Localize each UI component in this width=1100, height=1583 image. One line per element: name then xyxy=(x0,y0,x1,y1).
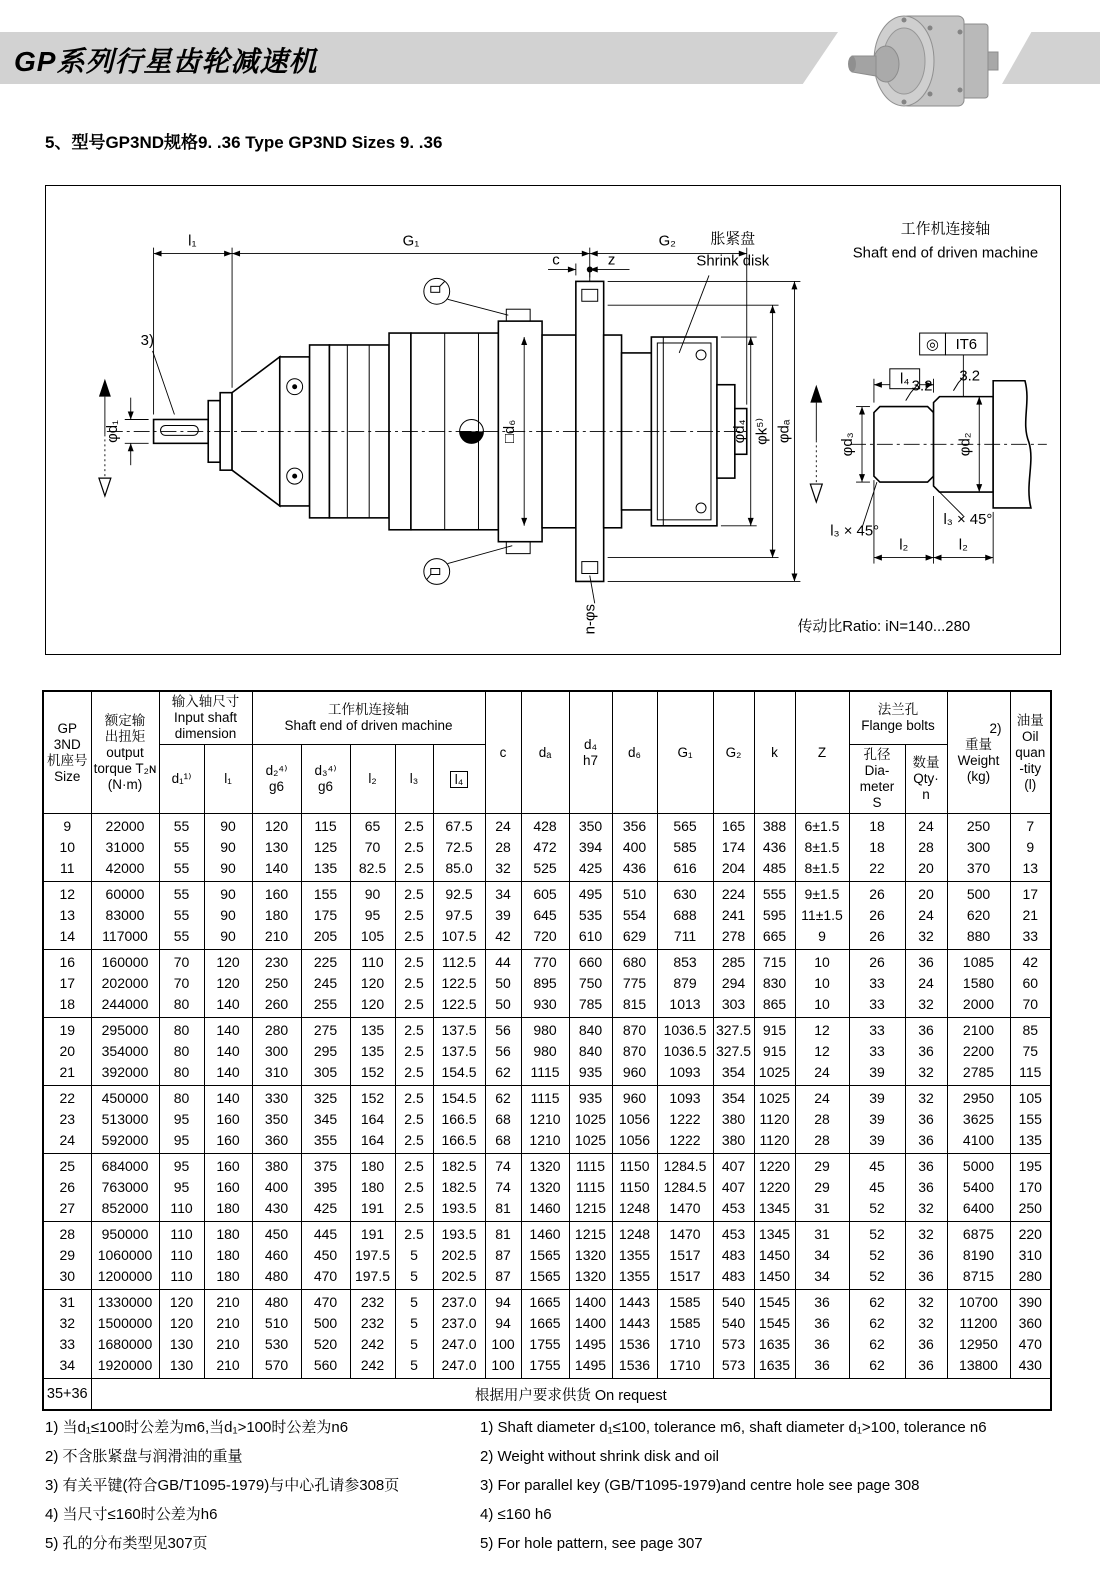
table-row-onrequest xyxy=(43,1379,1051,1411)
table-cell: 935 1025 1025 xyxy=(569,1086,612,1154)
shrink-disk-label-en: Shrink disk xyxy=(696,253,770,270)
table-cell: 840 840 935 xyxy=(569,1018,612,1086)
table-group-row xyxy=(43,1154,1051,1222)
table-cell: 28 29 30 xyxy=(43,1222,91,1290)
table-cell: 94 94 100 100 xyxy=(485,1290,521,1379)
text-line: (kg) xyxy=(966,768,991,784)
table-cell: 1460 1565 1565 xyxy=(521,1222,569,1290)
table-cell: 1215 1320 1320 xyxy=(569,1222,612,1290)
table-cell: 92.5 97.5 107.5 xyxy=(433,882,485,950)
table-cell: 1470 1517 1517 xyxy=(657,1222,713,1290)
text-line: dimension xyxy=(174,726,237,741)
table-cell: 32 36 36 xyxy=(905,1222,947,1290)
table-cell: 1025 1120 1120 xyxy=(754,1086,795,1154)
shaft-end-title-en: Shaft end of driven machine xyxy=(852,245,1039,262)
table-cell: 250 300 370 xyxy=(947,814,1010,882)
table-cell: 275 295 305 xyxy=(301,1018,350,1086)
spec-table xyxy=(42,690,1052,1411)
text-line: 1) 当d₁≤100时公差为m6,当d₁>100时公差为n6 xyxy=(45,1419,349,1436)
table-cell: 74 74 81 xyxy=(485,1154,521,1222)
table-cell: 95 95 110 xyxy=(159,1154,204,1222)
table-cell: 112.5 122.5 122.5 xyxy=(433,950,485,1018)
table-cell: 232 232 242 242 xyxy=(350,1290,395,1379)
table-cell: 220 310 280 xyxy=(1010,1222,1051,1290)
roughness-1: 3.2 xyxy=(911,378,933,395)
table-cell: 160 160 180 xyxy=(204,1154,252,1222)
table-cell: 1585 1585 1710 1710 xyxy=(657,1290,713,1379)
dim-phi-d3: φd₃ xyxy=(840,432,857,457)
col-k: k xyxy=(754,691,795,814)
table-cell: 20 24 32 xyxy=(905,882,947,950)
table-cell: 2.5 2.5 2.5 xyxy=(395,882,433,950)
text-line: 法兰孔 xyxy=(877,702,919,717)
col-qty xyxy=(905,745,947,814)
text-line: 4) ≤160 h6 xyxy=(480,1506,552,1523)
table-cell: 44 50 50 xyxy=(485,950,521,1018)
table-cell: 26 33 33 xyxy=(849,950,905,1018)
table-cell: 354 380 380 xyxy=(713,1086,754,1154)
table-cell: 31 34 34 xyxy=(795,1222,849,1290)
text-line: 5) 孔的分布类型见307页 xyxy=(45,1535,208,1552)
text-line: d₄ xyxy=(583,736,598,752)
header-banner-accent xyxy=(1002,32,1100,84)
table-cell: 480 510 530 570 xyxy=(252,1290,301,1379)
table-cell: 81 87 87 xyxy=(485,1222,521,1290)
table-cell: 450 460 480 xyxy=(252,1222,301,1290)
table-cell: 22 23 24 xyxy=(43,1086,91,1154)
table-cell: 24 28 20 xyxy=(905,814,947,882)
table-cell: 1115 1210 1210 xyxy=(521,1086,569,1154)
text-line: (N·m) xyxy=(107,776,143,792)
table-cell: 390 360 470 430 xyxy=(1010,1290,1051,1379)
text-line: 3) For parallel key (GB/T1095-1979)and centre hole see page 308 xyxy=(480,1477,920,1494)
table-cell: 280 300 310 xyxy=(252,1018,301,1086)
chamfer-right: l₃ × 45° xyxy=(943,511,993,528)
text-line: 工作机连接轴 xyxy=(328,702,409,717)
ratio-label: 传动比Ratio: iN=140...280 xyxy=(797,619,971,636)
table-cell: 24 28 28 xyxy=(795,1086,849,1154)
table-cell: 1115 1115 1215 xyxy=(569,1154,612,1222)
text-line: d₂⁴⁾ xyxy=(265,763,288,778)
table-cell: 180 180 191 xyxy=(350,1154,395,1222)
table-cell: 388 436 485 xyxy=(754,814,795,882)
table-cell: 450000 513000 592000 xyxy=(91,1086,159,1154)
table-cell: 428 472 525 xyxy=(521,814,569,882)
table-cell: 120 120 140 xyxy=(204,950,252,1018)
col-d1: d₁¹⁾ xyxy=(159,745,204,814)
table-cell: 180 180 180 xyxy=(204,1222,252,1290)
dim-phi-k: φk⁵⁾ xyxy=(754,417,771,445)
table-cell: 1085 1580 2000 xyxy=(947,950,1010,1018)
table-cell: 853 879 1013 xyxy=(657,950,713,1018)
text-line: 2) Weight without shrink disk and oil xyxy=(480,1448,720,1465)
text-line: S xyxy=(872,795,882,810)
table-cell: 80 95 95 xyxy=(159,1086,204,1154)
table-cell: 36 24 32 xyxy=(905,950,947,1018)
text-line: Oil xyxy=(1022,728,1039,744)
table-group-row xyxy=(43,1222,1051,1290)
table-cell: 65 70 82.5 xyxy=(350,814,395,882)
table-cell: 2.5 5 5 xyxy=(395,1222,433,1290)
table-cell: 80 80 80 xyxy=(159,1018,204,1086)
table-cell: 110 120 120 xyxy=(350,950,395,1018)
shaft-end-title-zh: 工作机连接轴 xyxy=(900,221,991,238)
table-cell: 62 68 68 xyxy=(485,1086,521,1154)
table-cell: 17 21 33 xyxy=(1010,882,1051,950)
text-line: n xyxy=(922,787,930,802)
table-cell: 225 245 255 xyxy=(301,950,350,1018)
technical-drawing xyxy=(45,185,1061,655)
table-cell: 980 980 1115 xyxy=(521,1018,569,1086)
text-line: Size xyxy=(54,768,81,784)
table-cell: 9±1.5 11±1.5 9 xyxy=(795,882,849,950)
table-cell: 36 36 36 36 xyxy=(795,1290,849,1379)
dim-G1: G₁ xyxy=(402,233,420,250)
table-cell: 1665 1665 1755 1755 xyxy=(521,1290,569,1379)
col-d6: d₆ xyxy=(612,691,657,814)
table-group-row xyxy=(43,1086,1051,1154)
table-cell: 5 5 5 5 xyxy=(395,1290,433,1379)
dim-phi-d4: φd₄ xyxy=(731,419,748,444)
table-cell: 55 55 55 xyxy=(159,882,204,950)
table-cell: 356 400 436 xyxy=(612,814,657,882)
table-cell: 445 450 470 xyxy=(301,1222,350,1290)
table-cell: 2950 3625 4100 xyxy=(947,1086,1010,1154)
table-header xyxy=(43,691,1051,814)
text-line: Weight xyxy=(957,752,1000,768)
col-l1: l₁ xyxy=(204,745,252,814)
table-cell: 210 210 210 210 xyxy=(204,1290,252,1379)
text-line: Flange bolts xyxy=(861,718,935,733)
table-cell: 36 36 32 xyxy=(905,1018,947,1086)
table-cell: 1248 1355 1355 xyxy=(612,1222,657,1290)
table-cell: 152 164 164 xyxy=(350,1086,395,1154)
table-cell: 1150 1150 1248 xyxy=(612,1154,657,1222)
table-cell: 1093 1222 1222 xyxy=(657,1086,713,1154)
table-cell: 31 32 33 34 xyxy=(43,1290,91,1379)
table-cell: 2.5 2.5 2.5 xyxy=(395,1154,433,1222)
table-cell: 960 1056 1056 xyxy=(612,1086,657,1154)
col-d2 xyxy=(252,745,301,814)
it6-symbol: ◎ xyxy=(926,336,940,353)
text-line: 数量 xyxy=(912,755,940,770)
table-cell: 45 45 52 xyxy=(849,1154,905,1222)
table-cell: 9 10 11 xyxy=(43,814,91,882)
table-cell: 90 90 90 xyxy=(204,882,252,950)
shrink-disk-label-zh: 胀紧盘 xyxy=(710,231,756,248)
table-cell: 2.5 2.5 2.5 xyxy=(395,814,433,882)
page-title: GP系列行星齿轮减速机 xyxy=(14,46,318,77)
it6-label: IT6 xyxy=(955,336,978,353)
table-cell: 135 135 152 xyxy=(350,1018,395,1086)
table-cell: 56 56 62 xyxy=(485,1018,521,1086)
table-cell: 327.5 327.5 354 xyxy=(713,1018,754,1086)
table-cell: 182.5 182.5 193.5 xyxy=(433,1154,485,1222)
table-cell: 42 60 70 xyxy=(1010,950,1051,1018)
table-cell: 90 90 90 xyxy=(204,814,252,882)
dim-phi-da: φdₐ xyxy=(776,419,793,444)
table-cell: 285 294 303 xyxy=(713,950,754,1018)
table-cell: 295000 354000 392000 xyxy=(91,1018,159,1086)
table-cell: 2.5 2.5 2.5 xyxy=(395,950,433,1018)
table-cell: 350 394 425 xyxy=(569,814,612,882)
table-cell: 237.0 237.0 247.0 247.0 xyxy=(433,1290,485,1379)
dim-l2-left: l₂ xyxy=(899,537,909,554)
table-cell: 115 125 135 xyxy=(301,814,350,882)
text-line: (l) xyxy=(1024,776,1037,792)
table-cell: 29 29 31 xyxy=(795,1154,849,1222)
col-oil xyxy=(1010,691,1051,814)
table-cell: 67.5 72.5 85.0 xyxy=(433,814,485,882)
table-cell: 26 26 26 xyxy=(849,882,905,950)
table-cell: 165 174 204 xyxy=(713,814,754,882)
text-line: 3ND xyxy=(53,736,81,752)
table-cell: 325 345 355 xyxy=(301,1086,350,1154)
table-cell: 10 10 10 xyxy=(795,950,849,1018)
table-cell: 1443 1443 1536 1536 xyxy=(612,1290,657,1379)
col-da: dₐ xyxy=(521,691,569,814)
dim-phi-d1: φd₁ xyxy=(104,419,121,443)
table-cell: 155 175 205 xyxy=(301,882,350,950)
text-line: output xyxy=(106,744,144,760)
table-cell: 770 895 930 xyxy=(521,950,569,1018)
table-cell: 191 197.5 197.5 xyxy=(350,1222,395,1290)
table-cell: 110 110 110 xyxy=(159,1222,204,1290)
table-cell: 555 595 665 xyxy=(754,882,795,950)
table-cell: 540 540 573 573 xyxy=(713,1290,754,1379)
table-cell: 140 140 140 xyxy=(204,1018,252,1086)
table-cell: 1036.5 1036.5 1093 xyxy=(657,1018,713,1086)
text-line: h7 xyxy=(582,752,599,768)
chamfer-left: l₃ × 45° xyxy=(830,523,880,540)
table-cell: 230 250 260 xyxy=(252,950,301,1018)
table-cell: 470 500 520 560 xyxy=(301,1290,350,1379)
table-cell: 195 170 250 xyxy=(1010,1154,1051,1222)
text-line: torque T₂ɴ xyxy=(93,760,157,776)
colgroup-flange-bolts xyxy=(849,691,947,745)
colgroup-input-shaft xyxy=(159,691,252,745)
dim-n-phi-s: n-φs xyxy=(582,604,599,635)
footnotes-zh xyxy=(45,1413,399,1558)
text-line: g6 xyxy=(268,779,285,794)
footnotes-en xyxy=(480,1413,987,1558)
text-line: Dia-meter xyxy=(859,763,895,794)
table-cell: 870 870 960 xyxy=(612,1018,657,1086)
text-line: 输入轴尺寸 xyxy=(171,694,240,709)
col-G1: G₁ xyxy=(657,691,713,814)
table-cell: 1400 1400 1495 1495 xyxy=(569,1290,612,1379)
table-cell: 55 55 55 xyxy=(159,814,204,882)
onrequest-text: 根据用户要求供货 On request xyxy=(91,1379,1051,1411)
text-line: 出扭矩 xyxy=(104,728,146,744)
dim-d6: □d₆ xyxy=(502,419,519,444)
onrequest-sizes: 35+36 xyxy=(43,1379,91,1411)
table-cell: 1345 1450 1450 xyxy=(754,1222,795,1290)
table-cell: 24 28 32 xyxy=(485,814,521,882)
text-line: GP xyxy=(57,720,77,736)
table-cell: 715 830 865 xyxy=(754,950,795,1018)
text-line: 油量 xyxy=(1016,712,1044,728)
table-cell: 137.5 137.5 154.5 xyxy=(433,1018,485,1086)
dim-z: z xyxy=(607,252,616,269)
table-group-row xyxy=(43,1018,1051,1086)
table-cell: 85 75 115 xyxy=(1010,1018,1051,1086)
col-c: c xyxy=(485,691,521,814)
text-line: 5) For hole pattern, see page 307 xyxy=(480,1535,703,1552)
note-3: 3) xyxy=(140,332,154,349)
col-G2: G₂ xyxy=(713,691,754,814)
shaft-end-detail-view xyxy=(830,221,1047,564)
col-d3 xyxy=(301,745,350,814)
table-cell: 407 407 453 xyxy=(713,1154,754,1222)
text-line: 4) 当尺寸≤160时公差为h6 xyxy=(45,1506,218,1523)
text-line: g6 xyxy=(317,779,334,794)
table-body xyxy=(43,814,1051,1379)
col-weight xyxy=(947,691,1010,814)
table-cell: 1220 1220 1345 xyxy=(754,1154,795,1222)
text-line: Qty· xyxy=(913,771,939,786)
table-cell: 5000 5400 6400 xyxy=(947,1154,1010,1222)
col-torque xyxy=(91,691,159,814)
product-photo xyxy=(842,4,1002,124)
table-cell: 453 483 483 xyxy=(713,1222,754,1290)
table-cell: 1545 1545 1635 1635 xyxy=(754,1290,795,1379)
table-group-row xyxy=(43,814,1051,882)
table-cell: 224 241 278 xyxy=(713,882,754,950)
roughness-2: 3.2 xyxy=(959,368,981,385)
table-cell: 33 33 39 xyxy=(849,1018,905,1086)
table-cell: 34 39 42 xyxy=(485,882,521,950)
col-l4 xyxy=(433,745,485,814)
text-line: 1) Shaft diameter d₁≤100, tolerance m6, shaft diameter d₁>100, tolerance n6 xyxy=(480,1419,987,1436)
table-cell: 500 620 880 xyxy=(947,882,1010,950)
table-cell: 16 17 18 xyxy=(43,950,91,1018)
section-subtitle: 5、型号GP3ND规格9. .36 Type GP3ND Sizes 9. .36 xyxy=(45,133,443,152)
text-line: Input shaft xyxy=(173,710,238,725)
table-cell: 160000 202000 244000 xyxy=(91,950,159,1018)
text-line: d₃⁴⁾ xyxy=(314,763,337,778)
table-cell: 630 688 711 xyxy=(657,882,713,950)
dim-l4: l₄ xyxy=(900,371,910,388)
col-l3: l₃ xyxy=(395,745,433,814)
table-cell: 680 775 815 xyxy=(612,950,657,1018)
table-cell: 950000 1060000 1200000 xyxy=(91,1222,159,1290)
col-l4-boxed-label: l₄ xyxy=(450,771,469,788)
text-line: 孔径 xyxy=(863,747,891,762)
table-cell: 32 36 36 xyxy=(905,1086,947,1154)
table-cell: 605 645 720 xyxy=(521,882,569,950)
table-cell: 565 585 616 xyxy=(657,814,713,882)
table-cell: 495 535 610 xyxy=(569,882,612,950)
col-l2: l₂ xyxy=(350,745,395,814)
dim-c: c xyxy=(552,252,560,269)
col-hole-dia xyxy=(849,745,905,814)
table-cell: 160 180 210 xyxy=(252,882,301,950)
col-d4 xyxy=(569,691,612,814)
table-cell: 915 915 1025 xyxy=(754,1018,795,1086)
table-cell: 12 12 24 xyxy=(795,1018,849,1086)
table-cell: 1320 1320 1460 xyxy=(521,1154,569,1222)
table-cell: 660 750 785 xyxy=(569,950,612,1018)
table-group-row xyxy=(43,882,1051,950)
text-line: Shaft end of driven machine xyxy=(284,718,453,733)
table-cell: 62 62 62 62 xyxy=(849,1290,905,1379)
text-line: 额定输 xyxy=(104,712,146,728)
text-line: 机座号 xyxy=(47,752,88,768)
table-cell: 120 130 140 xyxy=(252,814,301,882)
text-line: 3) 有关平键(符合GB/T1095-1979)与中心孔请参308页 xyxy=(45,1477,400,1494)
dim-l2-right: l₂ xyxy=(958,537,968,554)
dim-G2: G₂ xyxy=(658,233,676,250)
table-cell: 60000 83000 117000 xyxy=(91,882,159,950)
text-line: quan xyxy=(1015,744,1046,760)
col-size xyxy=(43,691,91,814)
table-cell: 70 70 80 xyxy=(159,950,204,1018)
table-cell: 120 120 130 130 xyxy=(159,1290,204,1379)
table-cell: 154.5 166.5 166.5 xyxy=(433,1086,485,1154)
table-cell: 105 155 135 xyxy=(1010,1086,1051,1154)
table-cell: 510 554 629 xyxy=(612,882,657,950)
text-line: 重量 xyxy=(965,736,992,752)
table-cell: 375 395 425 xyxy=(301,1154,350,1222)
main-view xyxy=(99,230,822,635)
table-cell: 36 36 32 xyxy=(905,1154,947,1222)
table-cell: 32 32 36 36 xyxy=(905,1290,947,1379)
table-cell: 7 9 13 xyxy=(1010,814,1051,882)
table-cell: 140 160 160 xyxy=(204,1086,252,1154)
table-cell: 18 18 22 xyxy=(849,814,905,882)
table-cell: 1284.5 1284.5 1470 xyxy=(657,1154,713,1222)
dim-l1: l₁ xyxy=(188,233,197,250)
colgroup-driven-machine xyxy=(252,691,485,745)
table-cell: 2.5 2.5 2.5 xyxy=(395,1018,433,1086)
table-cell: 6±1.5 8±1.5 8±1.5 xyxy=(795,814,849,882)
table-cell: 1330000 1500000 1680000 1920000 xyxy=(91,1290,159,1379)
table-cell: 684000 763000 852000 xyxy=(91,1154,159,1222)
table-cell: 380 400 430 xyxy=(252,1154,301,1222)
table-cell: 19 20 21 xyxy=(43,1018,91,1086)
table-cell: 6875 8190 8715 xyxy=(947,1222,1010,1290)
col-Z: Z xyxy=(795,691,849,814)
table-cell: 39 39 39 xyxy=(849,1086,905,1154)
table-cell: 22000 31000 42000 xyxy=(91,814,159,882)
dim-phi-d2: φd₂ xyxy=(957,432,974,457)
table-cell: 10700 11200 12950 13800 xyxy=(947,1290,1010,1379)
table-cell: 12 13 14 xyxy=(43,882,91,950)
table-cell: 52 52 52 xyxy=(849,1222,905,1290)
table-group-row xyxy=(43,950,1051,1018)
table-cell: 2100 2200 2785 xyxy=(947,1018,1010,1086)
text-line: -tity xyxy=(1019,760,1042,776)
table-cell: 330 350 360 xyxy=(252,1086,301,1154)
table-cell: 193.5 202.5 202.5 xyxy=(433,1222,485,1290)
table-group-row xyxy=(43,1290,1051,1379)
text-line: 2) xyxy=(989,720,1002,736)
table-cell: 25 26 27 xyxy=(43,1154,91,1222)
table-cell: 90 95 105 xyxy=(350,882,395,950)
table-cell: 2.5 2.5 2.5 xyxy=(395,1086,433,1154)
text-line: 2) 不含胀紧盘与润滑油的重量 xyxy=(45,1448,243,1465)
